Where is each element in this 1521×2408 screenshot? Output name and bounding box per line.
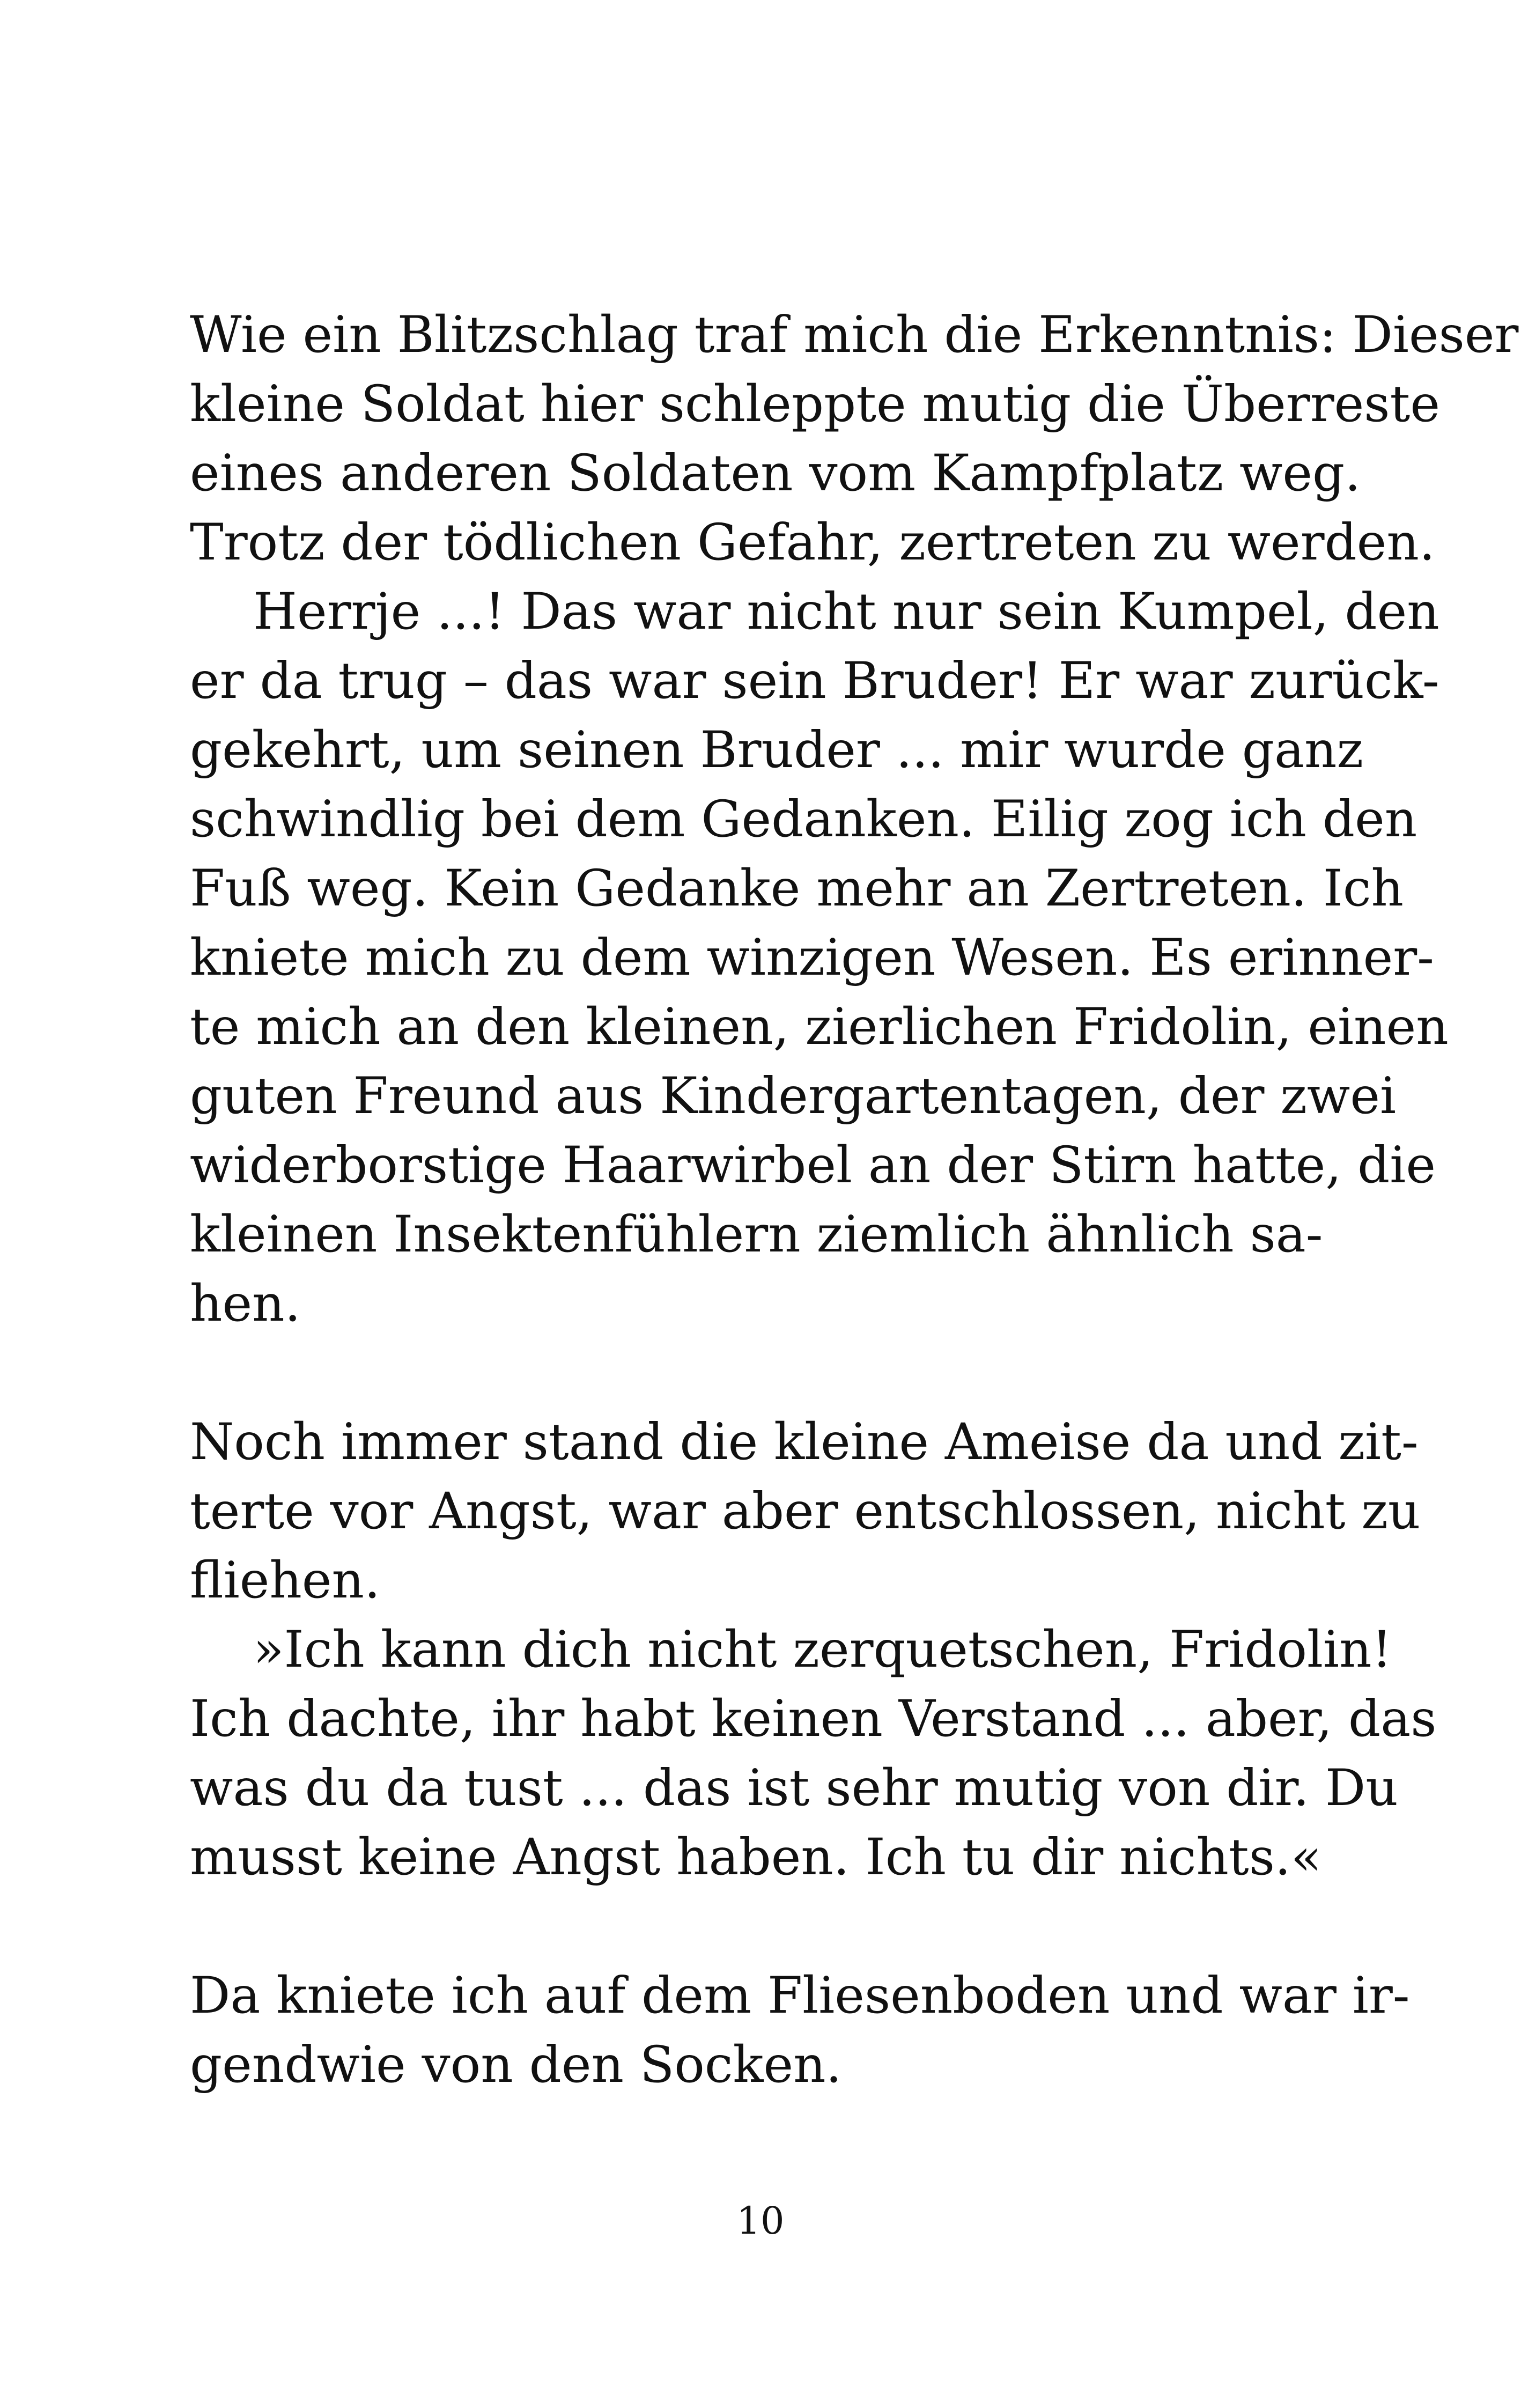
text-line: kleinen Insektenfühlern ziemlich ähnlich sa-	[190, 1205, 1323, 1264]
page-number: 10	[736, 2199, 785, 2243]
paragraph-4	[190, 1615, 1437, 1892]
text-line: er da trug – das war sein Bruder! Er war zurück-	[190, 652, 1439, 710]
text-line: Ich dachte, ihr habt keinen Verstand ... aber, das	[190, 1690, 1437, 1748]
text-line: Noch immer stand die kleine Ameise da und zit-	[190, 1413, 1419, 1471]
text-line: fliehen.	[190, 1551, 380, 1610]
text-line: Da kniete ich auf dem Fliesenboden und war ir-	[190, 1967, 1410, 2025]
text-line: musst keine Angst haben. Ich tu dir nichts.«	[190, 1828, 1322, 1887]
text-line: kleine Soldat hier schleppte mutig die Überreste	[190, 375, 1440, 433]
text-line: Fuß weg. Kein Gedanke mehr an Zertreten. Ich	[190, 859, 1404, 918]
paragraph-2	[190, 577, 1449, 1338]
text-line: Trotz der tödlichen Gefahr, zertreten zu werden.	[190, 513, 1435, 572]
text-line: gekehrt, um seinen Bruder ... mir wurde ganz	[190, 721, 1364, 779]
text-line: schwindlig bei dem Gedanken. Eilig zog ich den	[190, 790, 1417, 849]
text-line: te mich an den kleinen, zierlichen Fridolin, einen	[190, 998, 1449, 1056]
text-line: widerborstige Haarwirbel an der Stirn hatte, die	[190, 1136, 1436, 1195]
text-line: guten Freund aus Kindergartentagen, der zwei	[190, 1067, 1397, 1125]
paragraph-1	[190, 300, 1519, 577]
text-line: kniete mich zu dem winzigen Wesen. Es erinner-	[190, 929, 1434, 987]
text-line: Wie ein Blitzschlag traf mich die Erkenntnis: Dieser	[190, 306, 1519, 364]
text-line: terte vor Angst, war aber entschlossen, nicht zu	[190, 1482, 1421, 1541]
text-line: Herrje ...! Das war nicht nur sein Kumpel, den	[253, 583, 1439, 641]
text-line: hen.	[190, 1275, 301, 1333]
text-line: was du da tust ... das ist sehr mutig von dir. Du	[190, 1759, 1398, 1817]
text-line: »Ich kann dich nicht zerquetschen, Fridolin!	[253, 1621, 1392, 1679]
text-line: eines anderen Soldaten vom Kampfplatz weg.	[190, 444, 1361, 503]
paragraph-5	[190, 1961, 1410, 2100]
paragraph-3	[190, 1408, 1421, 1615]
text-line: gendwie von den Socken.	[190, 2036, 842, 2094]
